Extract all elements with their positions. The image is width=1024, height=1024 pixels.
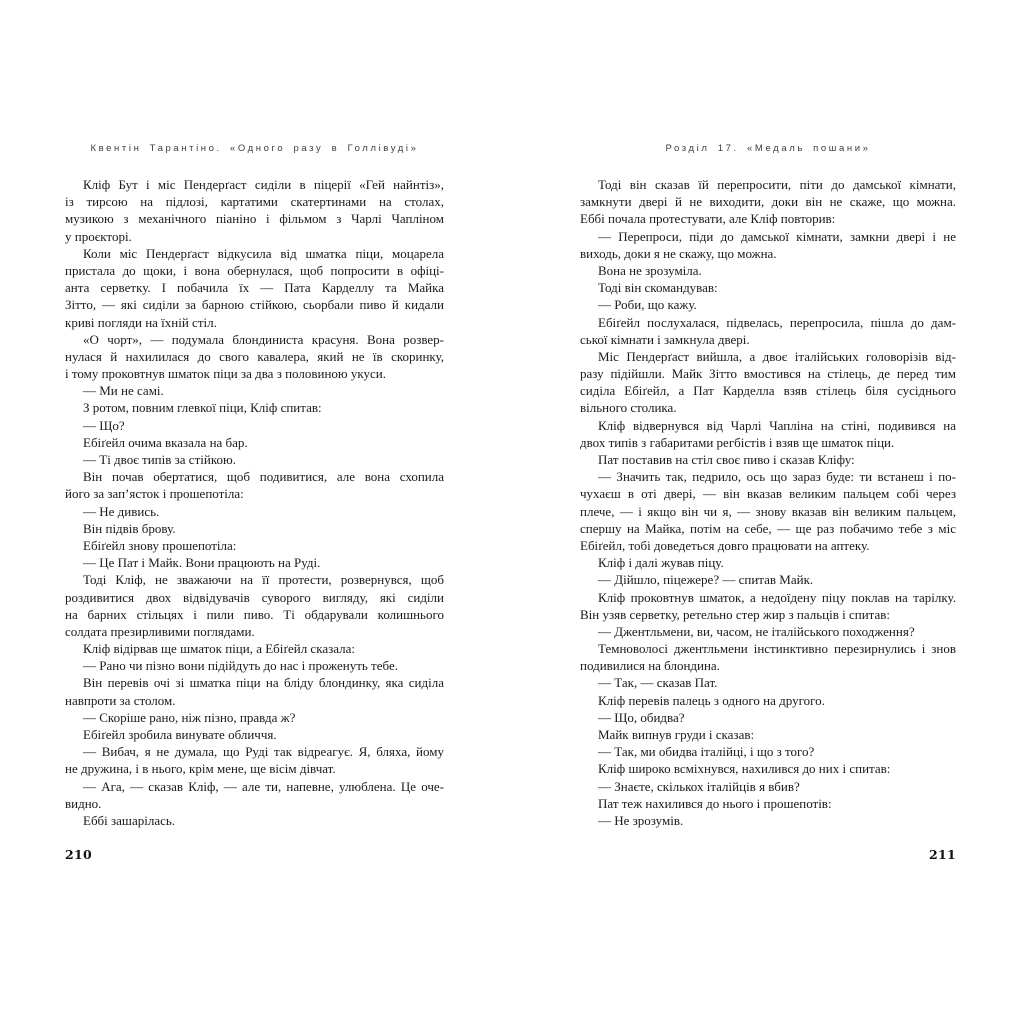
text-line-content: на барних стільцях і пили пиво. Ті обдарували колишнього bbox=[65, 606, 444, 622]
text-line bbox=[580, 331, 956, 348]
text-line bbox=[65, 262, 444, 279]
text-line bbox=[580, 176, 956, 193]
text-line-content: навпроти за столом. bbox=[65, 692, 176, 708]
text-line bbox=[580, 348, 956, 365]
text-line-content: Ебіґейл, тобі доведеться довго працювати на аптеку. bbox=[580, 537, 870, 553]
text-line-content: ської кімнати і замкнула двері. bbox=[580, 331, 750, 347]
text-line-content: Міс Пендерґаст вийшла, а двоє італійських головорізів від- bbox=[598, 348, 956, 364]
text-line bbox=[580, 245, 956, 262]
text-line-content: — Дійшло, піцежере? — спитав Майк. bbox=[598, 572, 814, 588]
text-line-content: Ебіґейл зробила винувате обличчя. bbox=[83, 727, 277, 742]
text-line-content: солдата презирливими поглядами. bbox=[65, 623, 255, 639]
text-line-content: Тоді він скомандував: bbox=[598, 280, 718, 296]
text-line-content: двох типів з габаритами регбістів і взяв ще шматок піци. bbox=[580, 434, 895, 450]
text-line bbox=[580, 812, 956, 829]
text-line bbox=[580, 279, 956, 296]
text-line-content: музикою з механічного піаніно і фільмом з Чарлі Чапліном bbox=[65, 211, 444, 227]
text-line-content: спершу на Майка, потім на себе, — ще раз побачимо тебе з міс bbox=[580, 520, 956, 536]
text-line-content: Він перевів очі зі шматка піци на бліду блондинку, яка сиділа bbox=[83, 675, 444, 691]
text-line bbox=[65, 434, 444, 451]
text-line-content: із тирсою на підлозі, картатими скатертинами на столах, bbox=[65, 194, 444, 210]
text-line-content: — Так, ми обидва італійці, і що з того? bbox=[598, 744, 815, 760]
text-line-content: Темноволосі джентльмени інстинктивно перезирнулись і знов bbox=[598, 641, 956, 657]
text-line bbox=[65, 709, 444, 726]
text-line-content: — Джентльмени, ви, часом, не італійського походження? bbox=[598, 623, 915, 639]
text-line-content: Пат теж нахилився до нього і прошепотів: bbox=[598, 795, 832, 811]
text-line-content: Еббі зашарілась. bbox=[83, 812, 176, 828]
text-line bbox=[580, 228, 956, 245]
page-number-right: 211 bbox=[929, 847, 956, 862]
text-line bbox=[580, 623, 956, 640]
text-line bbox=[580, 657, 956, 674]
text-line bbox=[65, 468, 444, 485]
text-line-content: Кліф відвернувся від Чарлі Чапліна на стіні, подивився на bbox=[598, 417, 956, 433]
text-line-content: криві погляди на їхній стіл. bbox=[65, 314, 217, 330]
text-line bbox=[580, 520, 956, 537]
text-line bbox=[580, 726, 956, 743]
text-line bbox=[580, 537, 956, 554]
text-line-content: Кліф і далі жував піцу. bbox=[598, 555, 724, 571]
text-line bbox=[65, 795, 444, 812]
text-line-content: — Так, — сказав Пат. bbox=[598, 675, 718, 691]
text-line bbox=[65, 674, 444, 691]
text-line bbox=[580, 365, 956, 382]
text-line bbox=[65, 296, 444, 313]
running-head-chapter-title: Розділ 17. «Медаль пошани» bbox=[665, 143, 871, 154]
text-line bbox=[580, 503, 956, 520]
text-line bbox=[580, 692, 956, 709]
text-line-content: Ебіґейл послухалася, підвелась, перепросила, пішла до дам- bbox=[598, 314, 956, 330]
text-line bbox=[580, 296, 956, 313]
text-line-content: Кліф широко всміхнувся, нахилився до них і спитав: bbox=[598, 761, 891, 777]
text-line bbox=[580, 193, 956, 210]
text-line-content: Тоді Кліф, не зважаючи на її протести, розвернувся, щоб bbox=[83, 572, 444, 588]
text-line bbox=[65, 485, 444, 502]
page-right-body-text bbox=[580, 176, 956, 829]
text-line-content: Кліф проковтнув шматок, а недоїдену піцу поклав на тарілку. bbox=[598, 589, 956, 605]
text-line bbox=[65, 640, 444, 657]
text-line-content: — Рано чи пізно вони підійдуть до нас і проженуть тебе. bbox=[83, 658, 398, 674]
text-line bbox=[65, 228, 444, 245]
running-head-book-title: Квентін Тарантіно. «Одного разу в Голлівуді» bbox=[90, 143, 419, 154]
text-line bbox=[65, 331, 444, 348]
text-line bbox=[65, 554, 444, 571]
text-line bbox=[580, 451, 956, 468]
text-line-content: — Роби, що кажу. bbox=[598, 297, 697, 313]
text-line-content: вільного столика. bbox=[580, 400, 677, 416]
text-line bbox=[65, 657, 444, 674]
text-line bbox=[580, 399, 956, 416]
text-line-content: — Перепроси, піди до дамської кімнати, замкни двері і не bbox=[598, 228, 956, 244]
text-line-content: Кліф перевів палець з одного на другого. bbox=[598, 692, 825, 708]
text-line-content: Ебіґейл очима вказала на бар. bbox=[83, 434, 248, 450]
text-line-content: Він узяв серветку, ретельно стер жир з пальців і спитав: bbox=[580, 606, 891, 622]
text-line-content: пристала до щоки, і вона обернулася, щоб попросити в офіці- bbox=[65, 262, 444, 278]
text-line-content: — Що? bbox=[83, 417, 125, 433]
text-line bbox=[65, 365, 444, 382]
text-line bbox=[580, 571, 956, 588]
text-line-content: анта серветку. І побачила їх — Пата Карделлу та Майка bbox=[65, 280, 444, 296]
text-line-content: — Ті двоє типів за стійкою. bbox=[83, 452, 236, 467]
text-line-content: нулася й нахилилася до свого кавалера, який не їв скоринку, bbox=[65, 348, 444, 364]
text-line-content: — Вибач, я не думала, що Руді так відреагує. Я, бляха, йому bbox=[83, 744, 444, 760]
text-line-content: Коли міс Пендерґаст відкусила від шматка піци, моцарела bbox=[83, 245, 444, 261]
text-line bbox=[65, 606, 444, 623]
text-line bbox=[580, 210, 956, 227]
text-line-content: — Не зрозумів. bbox=[598, 812, 684, 828]
text-line bbox=[580, 640, 956, 657]
text-line-content: Майк випнув груди і сказав: bbox=[598, 727, 755, 742]
page-left bbox=[65, 0, 444, 1024]
text-line bbox=[65, 812, 444, 829]
text-line-content: Ебіґейл знову прошепотіла: bbox=[83, 537, 237, 553]
text-line bbox=[580, 795, 956, 812]
text-line-content: Вона не зрозуміла. bbox=[598, 262, 702, 278]
text-line-content: — Скоріше рано, ніж пізно, правда ж? bbox=[83, 709, 296, 725]
text-line bbox=[65, 399, 444, 416]
text-line bbox=[580, 778, 956, 795]
text-line bbox=[580, 468, 956, 485]
text-line bbox=[580, 589, 956, 606]
text-line-content: Пат поставив на стіл своє пиво і сказав Кліфу: bbox=[598, 452, 855, 467]
page-right bbox=[580, 0, 956, 1024]
text-line bbox=[65, 314, 444, 331]
text-line-content: у проєкторі. bbox=[65, 228, 132, 244]
text-line bbox=[65, 348, 444, 365]
text-line-content: Кліф відірвав ще шматок піци, а Ебіґейл сказала: bbox=[83, 641, 355, 657]
text-line-content: разу підійшли. Майк Зітто вмостився на стілець, де перед тим bbox=[580, 366, 956, 382]
text-line bbox=[65, 503, 444, 520]
text-line bbox=[65, 193, 444, 210]
text-line-content: видно. bbox=[65, 795, 102, 811]
text-line bbox=[580, 760, 956, 777]
text-line-content: Він почав обертатися, щоб подивитися, але вона схопила bbox=[83, 469, 444, 485]
text-line bbox=[580, 485, 956, 502]
text-line bbox=[65, 451, 444, 468]
text-line-content: замкнути двері й не виходити, доки він не скаже, що можна. bbox=[580, 194, 956, 210]
text-line-content: Він підвів брову. bbox=[83, 520, 176, 536]
text-line bbox=[580, 554, 956, 571]
text-line bbox=[65, 760, 444, 777]
text-line-content: не дружина, і в нього, крім мене, ще вісім дівчат. bbox=[65, 761, 336, 777]
text-line bbox=[65, 623, 444, 640]
text-line-content: «О чорт», — подумала блондиниста красуня. Вона розвер- bbox=[83, 331, 444, 347]
text-line-content: — Ага, — сказав Кліф, — але ти, напевне, улюблена. Це оче- bbox=[83, 778, 444, 794]
text-line bbox=[65, 726, 444, 743]
text-line-content: — Це Пат і Майк. Вони працюють на Руді. bbox=[83, 555, 321, 571]
text-line bbox=[580, 417, 956, 434]
text-line-content: — Знаєте, скількох італійців я вбив? bbox=[598, 778, 800, 794]
text-line-content: Зітто, — які сиділи за барною стійкою, сьорбали пиво й кидали bbox=[65, 297, 444, 313]
text-line bbox=[65, 589, 444, 606]
text-line-content: — Значить так, педрило, ось що зараз буде: ти встанеш і по- bbox=[598, 469, 956, 485]
text-line bbox=[65, 520, 444, 537]
text-line bbox=[580, 709, 956, 726]
text-line-content: роздивитися двох відвідувачів суворого вигляду, які сиділи bbox=[65, 589, 444, 605]
text-line-content: Кліф Бут і міс Пендерґаст сиділи в піцерії «Гей найнтіз», bbox=[83, 177, 444, 192]
text-line-content: його за зап’ясток і прошепотіла: bbox=[65, 486, 244, 502]
text-line bbox=[580, 314, 956, 331]
text-line-content: — Що, обидва? bbox=[598, 709, 685, 725]
text-line bbox=[580, 674, 956, 691]
text-line-content: виходь, доки я не скажу, що можна. bbox=[580, 245, 777, 261]
page-number-left: 210 bbox=[65, 847, 92, 862]
text-line bbox=[65, 210, 444, 227]
text-line bbox=[580, 606, 956, 623]
text-line bbox=[65, 417, 444, 434]
text-line bbox=[65, 245, 444, 262]
text-line-content: плече, — і якщо він чи я, — знову вказав він великим пальцем, bbox=[580, 503, 956, 519]
text-line-content: чухаєш в оті двері, — він вказав великим пальцем собі через bbox=[580, 486, 956, 502]
text-line-content: подивилися на блондина. bbox=[580, 658, 720, 674]
text-line-content: З ротом, повним глевкої піци, Кліф спитав: bbox=[83, 400, 322, 416]
text-line bbox=[580, 743, 956, 760]
text-line-content: — Не дивись. bbox=[83, 503, 160, 519]
text-line-content: сиділа Ебіґейл, а Пат Карделла взяв стілець біля сусіднього bbox=[580, 383, 956, 399]
text-line-content: — Ми не самі. bbox=[83, 383, 164, 399]
text-line bbox=[580, 382, 956, 399]
text-line bbox=[65, 382, 444, 399]
text-line-content: Еббі почала протестувати, але Кліф повторив: bbox=[580, 211, 836, 227]
text-line bbox=[580, 262, 956, 279]
text-line bbox=[65, 537, 444, 554]
page-left-body-text bbox=[65, 176, 444, 829]
text-line bbox=[65, 743, 444, 760]
text-line bbox=[65, 176, 444, 193]
text-line-content: Тоді він сказав їй перепросити, піти до дамської кімнати, bbox=[598, 177, 956, 192]
text-line bbox=[65, 279, 444, 296]
text-line bbox=[580, 434, 956, 451]
text-line bbox=[65, 778, 444, 795]
text-line-content: і тому проковтнув шматок піци за два з половиною укуси. bbox=[65, 366, 386, 382]
text-line bbox=[65, 692, 444, 709]
text-line bbox=[65, 571, 444, 588]
